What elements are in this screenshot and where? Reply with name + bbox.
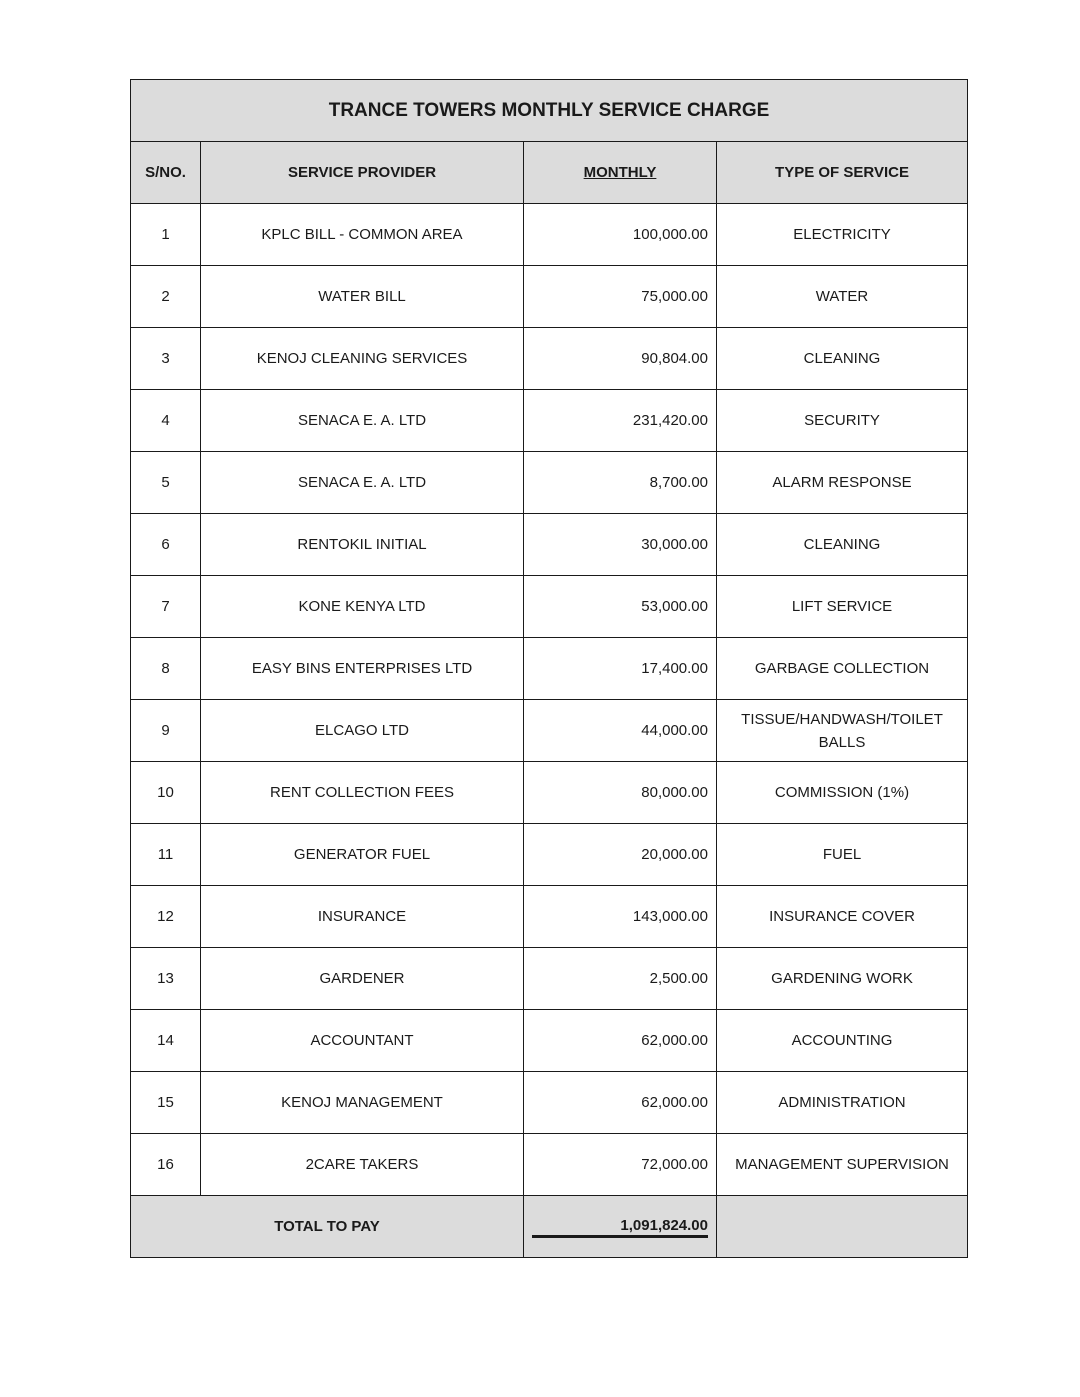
row-service-provider: RENTOKIL INITIAL [201, 514, 524, 576]
row-service-provider: KENOJ CLEANING SERVICES [201, 328, 524, 390]
total-row [131, 1196, 968, 1258]
row-monthly-amount: 62,000.00 [524, 1010, 717, 1072]
row-sno: 2 [131, 266, 201, 328]
table-row [131, 824, 968, 886]
table-body [131, 204, 968, 1196]
row-sno: 12 [131, 886, 201, 948]
row-type-of-service: CLEANING [717, 514, 968, 576]
row-service-provider: 2CARE TAKERS [201, 1134, 524, 1196]
table-row [131, 452, 968, 514]
row-type-of-service: WATER [717, 266, 968, 328]
row-sno: 7 [131, 576, 201, 638]
row-monthly-amount: 100,000.00 [524, 204, 717, 266]
row-type-of-service: CLEANING [717, 328, 968, 390]
table-title: TRANCE TOWERS MONTHLY SERVICE CHARGE [131, 80, 968, 142]
row-sno: 3 [131, 328, 201, 390]
row-type-of-service: ACCOUNTING [717, 1010, 968, 1072]
table-row [131, 328, 968, 390]
table-row [131, 514, 968, 576]
row-service-provider: SENACA E. A. LTD [201, 390, 524, 452]
table-row [131, 762, 968, 824]
row-monthly-amount: 75,000.00 [524, 266, 717, 328]
row-monthly-amount: 44,000.00 [524, 700, 717, 762]
total-amount-cell [524, 1196, 717, 1258]
row-sno: 9 [131, 700, 201, 762]
row-service-provider: SENACA E. A. LTD [201, 452, 524, 514]
total-underline [532, 1235, 708, 1238]
row-sno: 6 [131, 514, 201, 576]
header-type-of-service: TYPE OF SERVICE [717, 142, 968, 204]
row-sno: 8 [131, 638, 201, 700]
row-monthly-amount: 2,500.00 [524, 948, 717, 1010]
row-monthly-amount: 72,000.00 [524, 1134, 717, 1196]
row-sno: 16 [131, 1134, 201, 1196]
row-type-of-service: GARDENING WORK [717, 948, 968, 1010]
row-monthly-amount: 30,000.00 [524, 514, 717, 576]
table-row [131, 700, 968, 762]
title-row [131, 80, 968, 142]
table-row [131, 1072, 968, 1134]
row-service-provider: ELCAGO LTD [201, 700, 524, 762]
row-sno: 1 [131, 204, 201, 266]
header-monthly [524, 142, 717, 204]
row-sno: 13 [131, 948, 201, 1010]
row-type-of-service: ALARM RESPONSE [717, 452, 968, 514]
row-monthly-amount: 80,000.00 [524, 762, 717, 824]
row-type-of-service: LIFT SERVICE [717, 576, 968, 638]
table-row [131, 204, 968, 266]
table-row [131, 1134, 968, 1196]
row-service-provider: INSURANCE [201, 886, 524, 948]
row-monthly-amount: 20,000.00 [524, 824, 717, 886]
table-row [131, 266, 968, 328]
table-row [131, 1010, 968, 1072]
total-label: TOTAL TO PAY [131, 1196, 524, 1258]
row-type-of-service: INSURANCE COVER [717, 886, 968, 948]
row-service-provider: KPLC BILL - COMMON AREA [201, 204, 524, 266]
row-monthly-amount: 62,000.00 [524, 1072, 717, 1134]
row-monthly-amount: 231,420.00 [524, 390, 717, 452]
row-service-provider: GARDENER [201, 948, 524, 1010]
table-row [131, 948, 968, 1010]
row-sno: 15 [131, 1072, 201, 1134]
row-service-provider: WATER BILL [201, 266, 524, 328]
row-type-of-service: SECURITY [717, 390, 968, 452]
table-row [131, 886, 968, 948]
row-service-provider: GENERATOR FUEL [201, 824, 524, 886]
row-monthly-amount: 17,400.00 [524, 638, 717, 700]
total-amount: 1,091,824.00 [620, 1217, 708, 1234]
row-type-of-service: GARBAGE COLLECTION [717, 638, 968, 700]
row-sno: 10 [131, 762, 201, 824]
row-type-of-service: COMMISSION (1%) [717, 762, 968, 824]
header-sno: S/NO. [131, 142, 201, 204]
row-type-of-service: ELECTRICITY [717, 204, 968, 266]
row-sno: 11 [131, 824, 201, 886]
row-sno: 5 [131, 452, 201, 514]
row-service-provider: KENOJ MANAGEMENT [201, 1072, 524, 1134]
row-type-of-service: MANAGEMENT SUPERVISION [717, 1134, 968, 1196]
row-monthly-amount: 143,000.00 [524, 886, 717, 948]
header-service-provider: SERVICE PROVIDER [201, 142, 524, 204]
row-monthly-amount: 8,700.00 [524, 452, 717, 514]
table-row [131, 390, 968, 452]
row-type-of-service: TISSUE/HANDWASH/TOILET BALLS [717, 700, 968, 762]
table-row [131, 576, 968, 638]
service-charge-table [130, 79, 968, 1258]
row-type-of-service: ADMINISTRATION [717, 1072, 968, 1134]
row-type-of-service: FUEL [717, 824, 968, 886]
header-monthly-label: MONTHLY [583, 164, 657, 181]
row-monthly-amount: 90,804.00 [524, 328, 717, 390]
row-monthly-amount: 53,000.00 [524, 576, 717, 638]
row-service-provider: ACCOUNTANT [201, 1010, 524, 1072]
row-sno: 14 [131, 1010, 201, 1072]
header-row [131, 142, 968, 204]
total-type-cell [717, 1196, 968, 1258]
row-service-provider: EASY BINS ENTERPRISES LTD [201, 638, 524, 700]
row-service-provider: RENT COLLECTION FEES [201, 762, 524, 824]
row-sno: 4 [131, 390, 201, 452]
row-service-provider: KONE KENYA LTD [201, 576, 524, 638]
table-row [131, 638, 968, 700]
